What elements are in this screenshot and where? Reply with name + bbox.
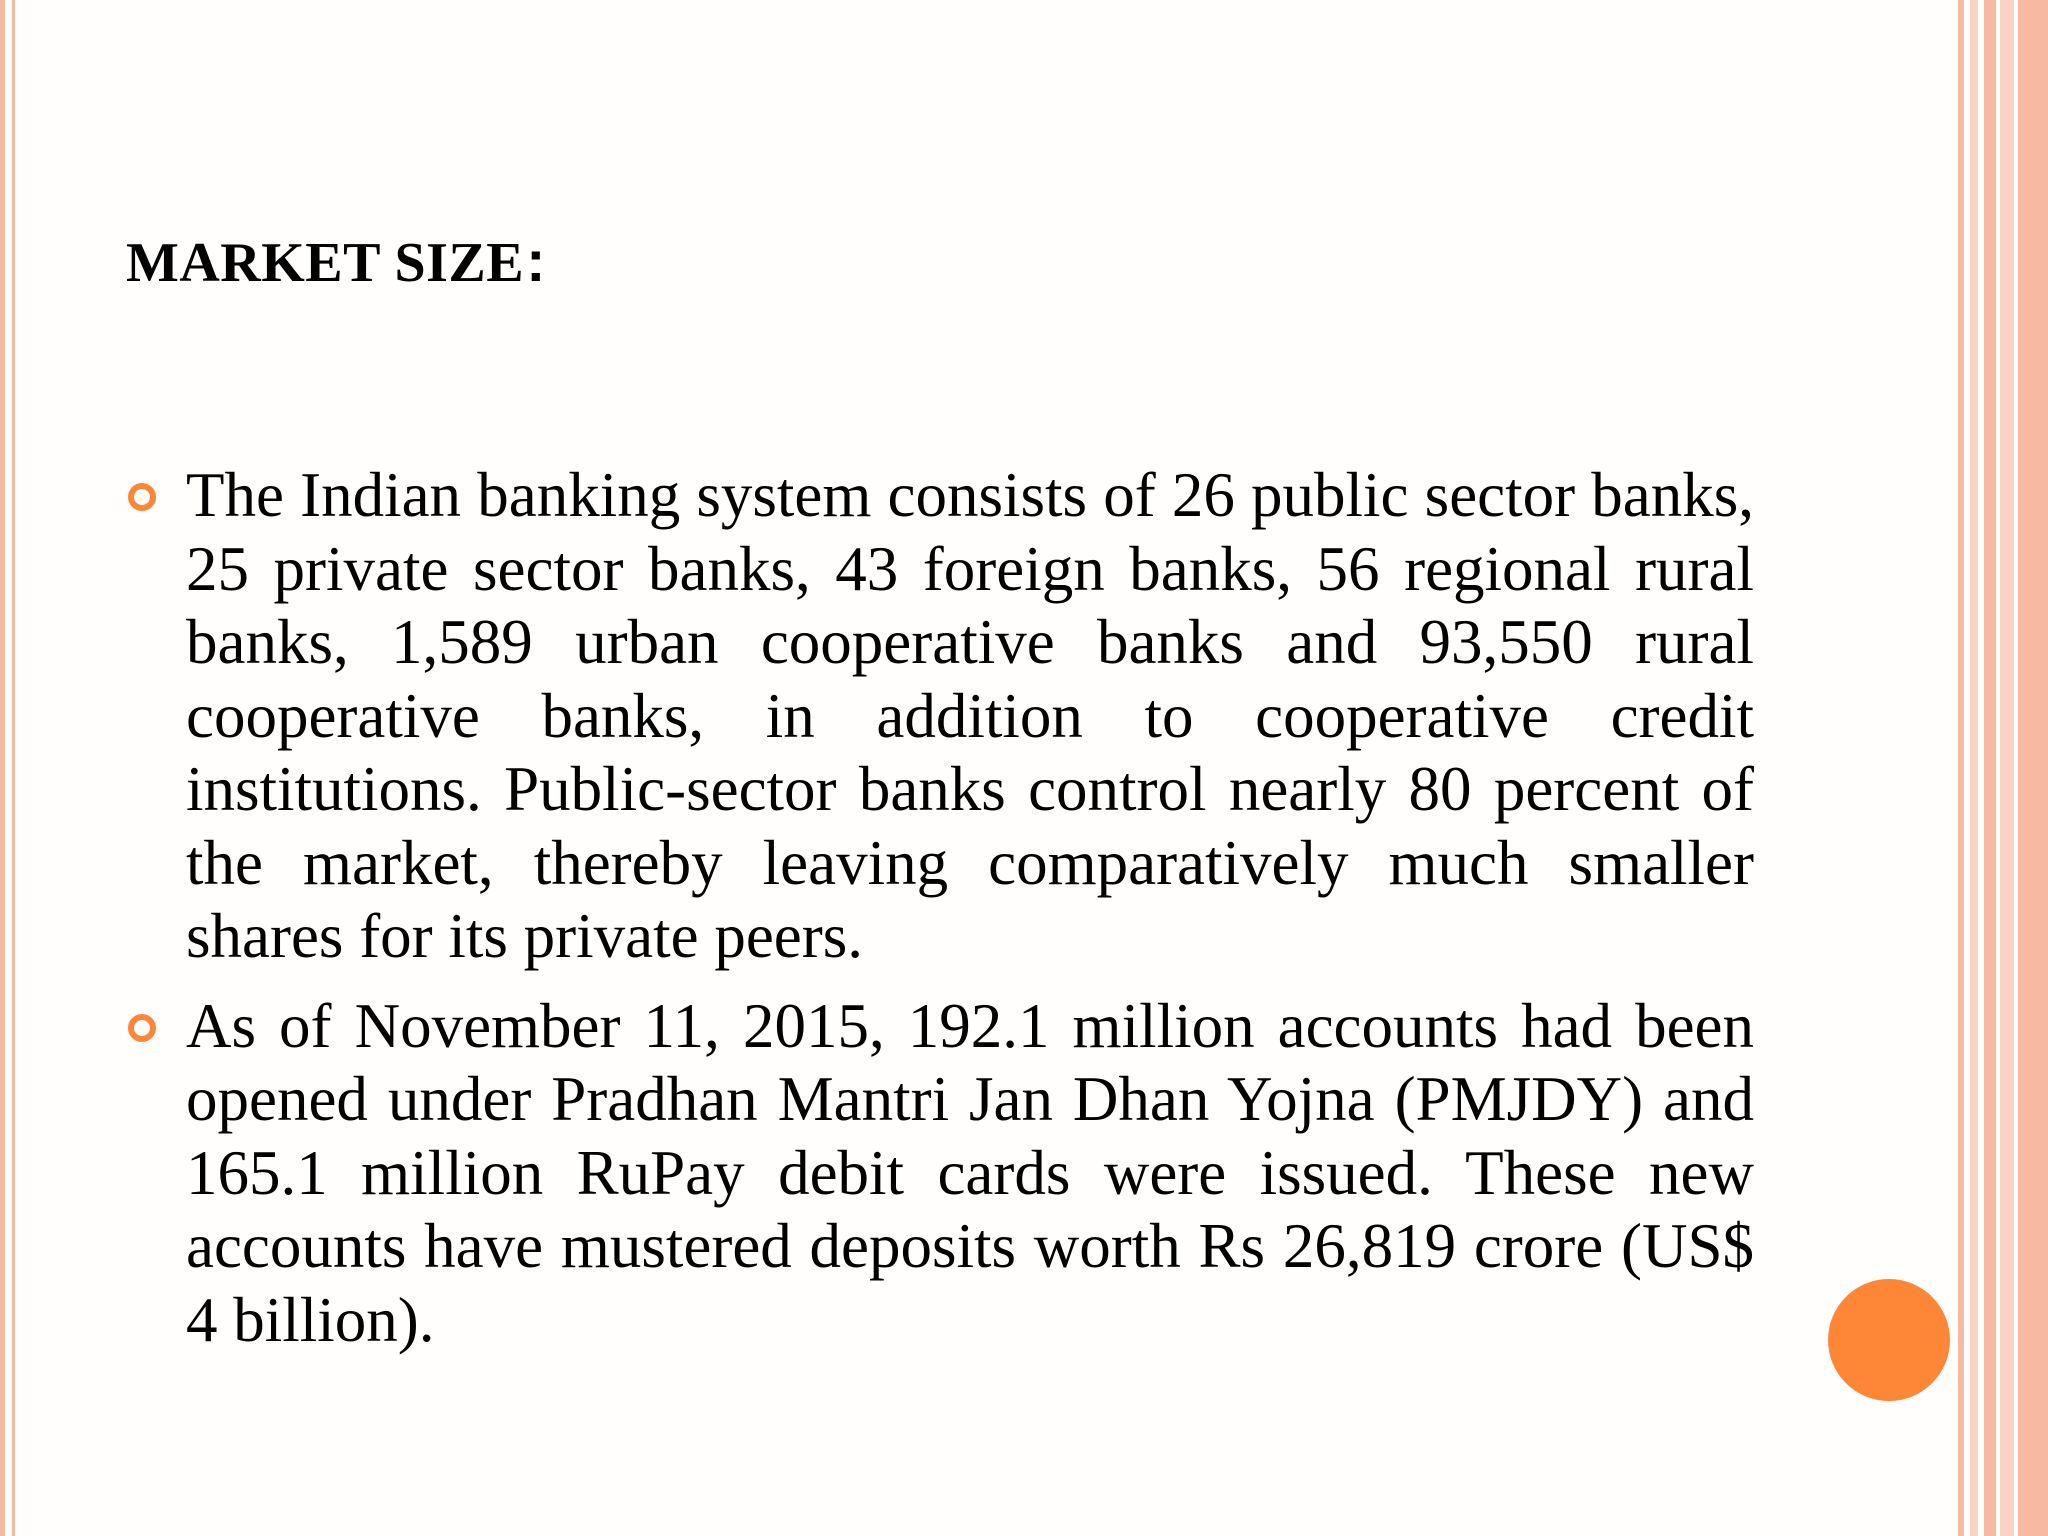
ring-bullet-icon — [128, 483, 156, 511]
slide-title-text: MARKET SIZE — [126, 232, 525, 294]
right-border-stripe — [1958, 0, 1964, 1536]
bullet-item — [186, 990, 1754, 1358]
right-border-stripe — [1970, 0, 1978, 1536]
right-border-stripe — [2000, 0, 2014, 1536]
slide-title-colon: : — [526, 229, 546, 294]
bullet-list — [186, 459, 1754, 1373]
orange-circle-decoration — [1828, 1279, 1950, 1401]
right-border-stripe — [2018, 0, 2048, 1536]
slide-title — [126, 228, 546, 295]
ring-bullet-icon — [128, 1014, 156, 1042]
bullet-text: The Indian banking system consists of 26 public sector banks, 25 private sector banks, 43 foreign banks, 56 regional rural banks, 1,589 urban cooperative banks and 93,550 rural cooperative banks, in addition to cooperative credit institutions. Public-sector banks control nearly 80 percent of the market, thereby leaving comparatively much smaller shares for its private peers. — [186, 460, 1754, 971]
left-border-line-outer — [0, 0, 5, 1536]
left-border-line-inner — [12, 0, 15, 1536]
bullet-text: As of November 11, 2015, 192.1 million accounts had been opened under Pradhan Mantri Jan Dhan Yojna (PMJDY) and 165.1 million RuPay debit cards were issued. These new accounts have mustered deposits worth Rs 26,819 crore (US$ 4 billion). — [186, 990, 1754, 1355]
bullet-item — [186, 459, 1754, 974]
right-border-stripe — [1984, 0, 1996, 1536]
